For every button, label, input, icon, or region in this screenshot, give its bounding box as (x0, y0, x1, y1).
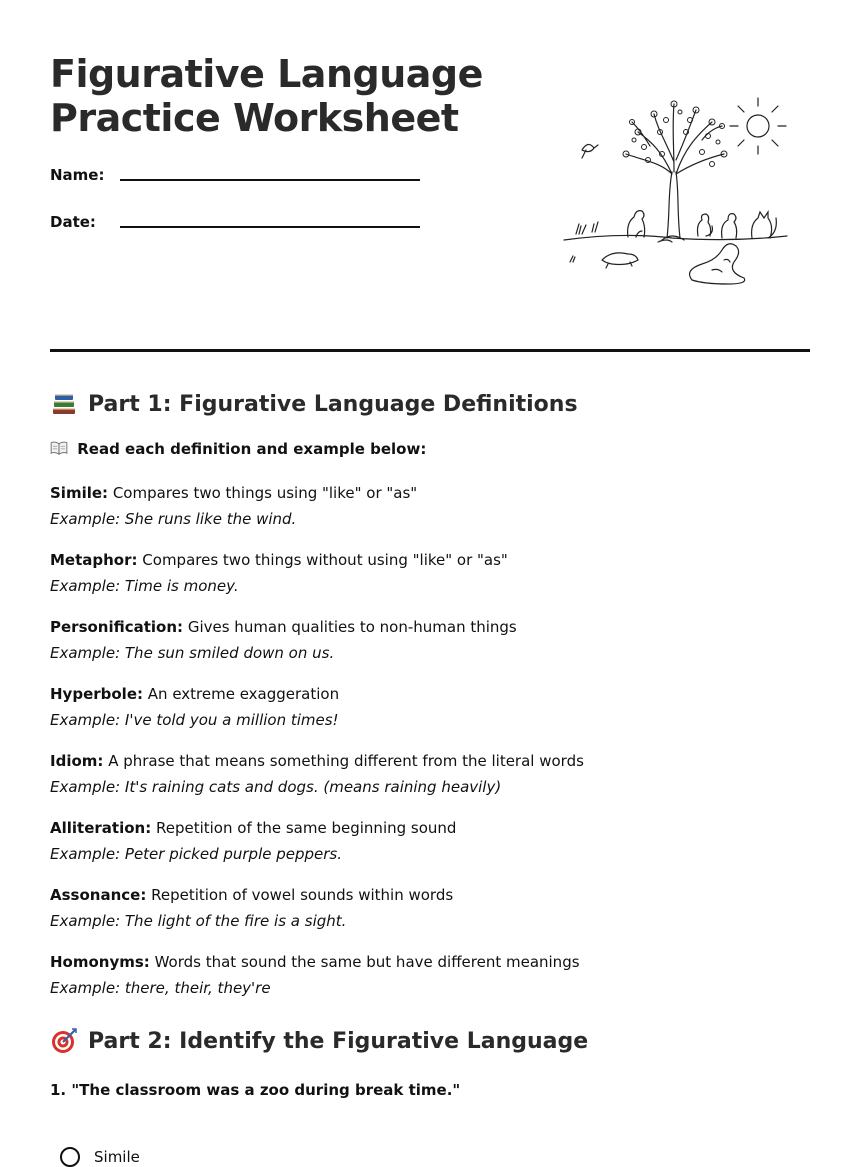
date-label: Date: (50, 213, 96, 231)
definition-example: Example: Time is money. (50, 577, 239, 595)
date-field (50, 213, 96, 231)
definition-example: Example: The light of the fire is a sight. (50, 912, 347, 930)
part2-heading (50, 1027, 588, 1055)
name-input-line[interactable] (120, 179, 420, 181)
definition-text: Compares two things using "like" or "as" (112, 484, 418, 502)
definition-example: Example: there, their, they're (50, 979, 271, 997)
definition-assonance (50, 882, 810, 949)
definition-text: Repetition of the same beginning sound (155, 819, 457, 837)
option-label: Simile (94, 1148, 140, 1166)
worksheet-title (50, 52, 483, 140)
definition-term: Idiom: (50, 752, 104, 770)
definition-idiom (50, 748, 810, 815)
definition-term: Homonyms: (50, 953, 150, 971)
definition-term: Hyperbole: (50, 685, 143, 703)
part1-instruction-text: Read each definition and example below: (77, 440, 427, 458)
target-icon (50, 1027, 78, 1055)
title-line-2: Practice Worksheet (50, 96, 459, 140)
definition-example: Example: Peter picked purple peppers. (50, 845, 343, 863)
definition-example: Example: It's raining cats and dogs. (means raining heavily) (50, 778, 502, 796)
definition-example: Example: The sun smiled down on us. (50, 644, 335, 662)
definition-simile (50, 480, 810, 547)
name-field (50, 166, 104, 184)
definition-text: An extreme exaggeration (147, 685, 340, 703)
definition-example: Example: She runs like the wind. (50, 510, 297, 528)
definitions-list (50, 480, 810, 1016)
definition-term: Personification: (50, 618, 184, 636)
definition-hyperbole (50, 681, 810, 748)
radio-button[interactable] (60, 1147, 80, 1167)
definition-personification (50, 614, 810, 681)
question-1-option-simile[interactable] (60, 1147, 140, 1167)
open-book-icon (50, 441, 68, 455)
part1-instruction (50, 440, 426, 458)
definition-text: Repetition of vowel sounds within words (151, 886, 454, 904)
name-label: Name: (50, 166, 105, 184)
part1-title: Part 1: Figurative Language Definitions (88, 391, 578, 417)
definition-term: Metaphor: (50, 551, 138, 569)
date-input-line[interactable] (120, 226, 420, 228)
definition-text: A phrase that means something different from the literal words (108, 752, 584, 770)
title-line-1: Figurative Language (50, 52, 483, 96)
definition-example: Example: I've told you a million times! (50, 711, 339, 729)
section-divider (50, 349, 810, 352)
tree-animals-illustration (562, 92, 792, 287)
definition-term: Simile: (50, 484, 109, 502)
part1-heading (50, 390, 578, 418)
definition-alliteration (50, 815, 810, 882)
definition-homonyms (50, 949, 810, 1016)
definition-term: Alliteration: (50, 819, 152, 837)
books-icon (50, 390, 78, 418)
definition-term: Assonance: (50, 886, 147, 904)
definition-text: Words that sound the same but have different meanings (154, 953, 580, 971)
question-1: 1. "The classroom was a zoo during break time." (50, 1081, 461, 1099)
definition-text: Compares two things without using "like" or "as" (142, 551, 508, 569)
definition-metaphor (50, 547, 810, 614)
definition-text: Gives human qualities to non-human things (187, 618, 517, 636)
part2-title: Part 2: Identify the Figurative Language (88, 1028, 589, 1054)
